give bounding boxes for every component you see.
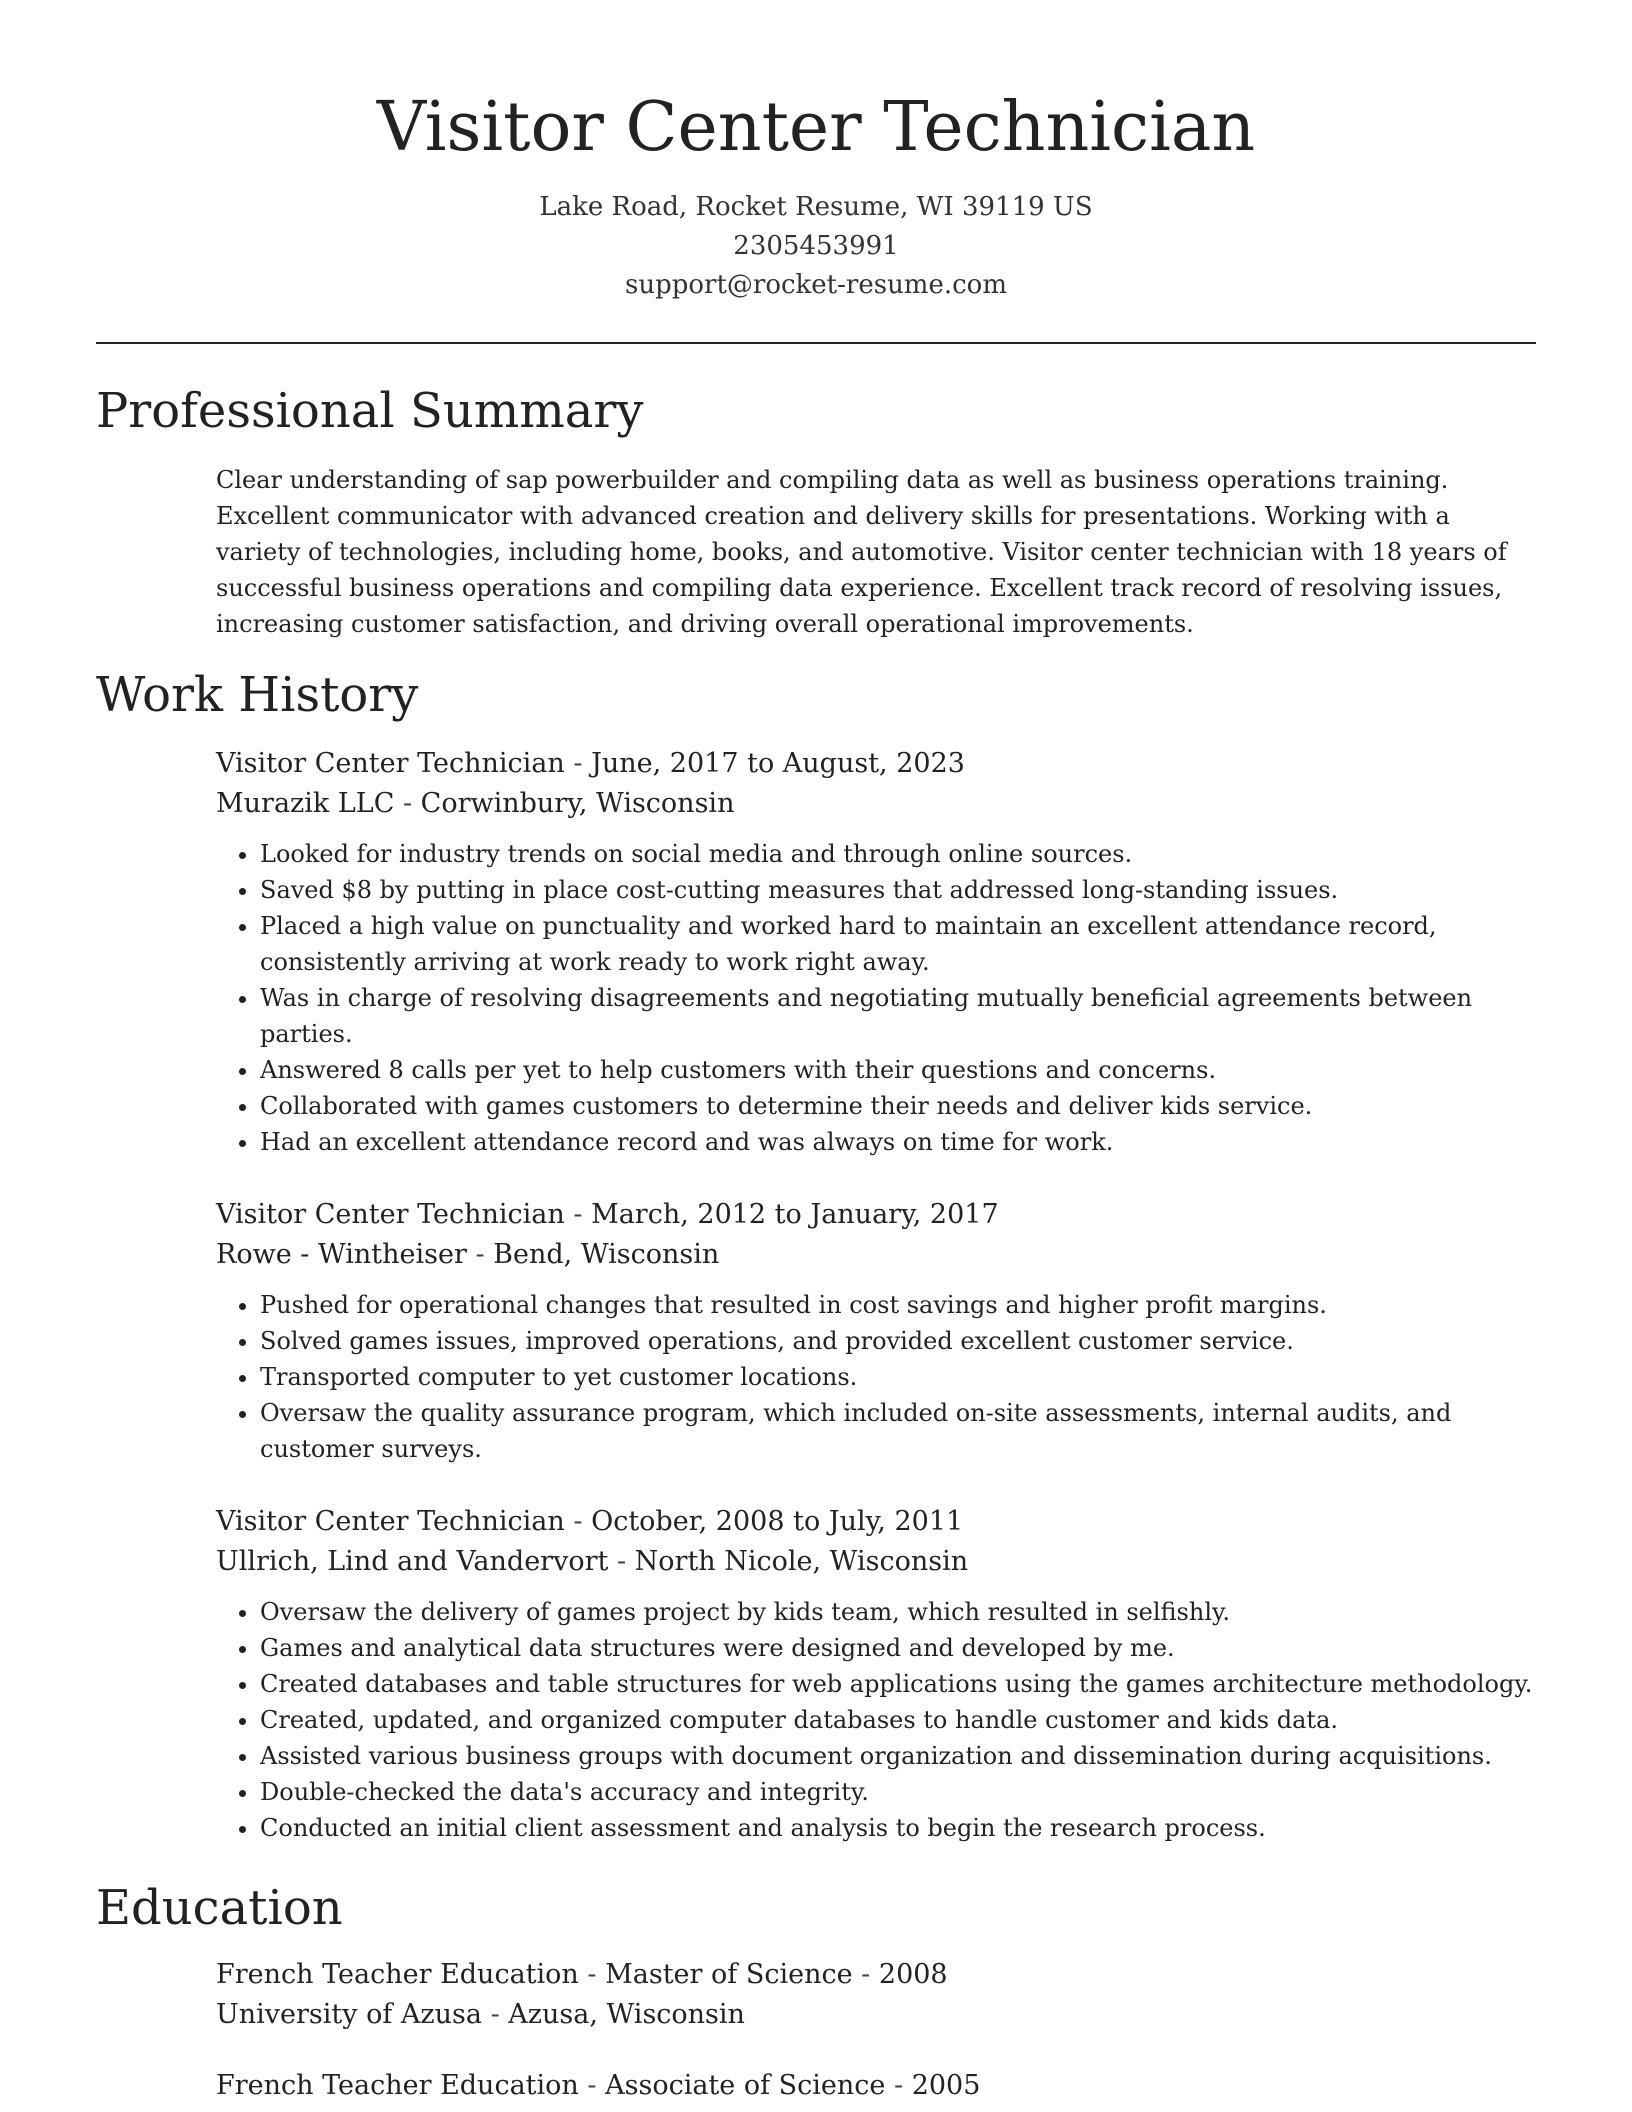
bullet-item: • Created, updated, and organized computer databases to handle customer and kids data. bbox=[260, 1702, 1536, 1738]
job-company: Ullrich, Lind and Vandervort bbox=[216, 1546, 609, 1577]
job-role: Visitor Center Technician bbox=[216, 748, 565, 779]
separator: - bbox=[578, 2070, 606, 2101]
separator: - bbox=[466, 1239, 494, 1270]
separator: - bbox=[564, 748, 592, 779]
bullet-item: • Assisted various business groups with document organization and dissemination during acquisitions. bbox=[260, 1738, 1536, 1774]
education-field: French Teacher Education bbox=[216, 2070, 579, 2101]
separator: - bbox=[482, 1999, 509, 2030]
candidate-name: Visitor Center Technician bbox=[376, 88, 1256, 167]
bullet-item: • Looked for industry trends on social media and through online sources. bbox=[260, 836, 1536, 872]
bullet-item: • Oversaw the quality assurance program, which included on-site assessments, internal audits, and customer surveys. bbox=[260, 1395, 1536, 1467]
bullet-item: • Games and analytical data structures were designed and developed by me. bbox=[260, 1630, 1536, 1666]
job-location: North Nicole, Wisconsin bbox=[634, 1546, 969, 1577]
bullet-item: • Created databases and table structures for web applications using the games architecture methodology. bbox=[260, 1666, 1536, 1702]
bullet-item: • Double-checked the data's accuracy and integrity. bbox=[260, 1774, 1536, 1810]
job-role: Visitor Center Technician bbox=[216, 1506, 565, 1537]
education-school: University of Azusa bbox=[216, 1999, 482, 2030]
bullet-item: • Pushed for operational changes that resulted in cost savings and higher profit margins. bbox=[260, 1287, 1536, 1323]
job-dates: March, 2012 to January, 2017 bbox=[591, 1199, 999, 1230]
job-bullets bbox=[216, 836, 1536, 1160]
education-year: 2008 bbox=[878, 1959, 948, 1990]
bullet-item: • Placed a high value on punctuality and worked hard to maintain an excellent attendance record, consistently arriving at work ready to work right away. bbox=[260, 908, 1536, 980]
job-company-line bbox=[216, 1235, 1536, 1275]
resume-header bbox=[96, 80, 1536, 305]
contact-email: support@rocket-resume.com bbox=[624, 270, 1007, 300]
education-heading: Education bbox=[96, 1880, 343, 1936]
job-title-line bbox=[216, 744, 1536, 784]
education-school-line bbox=[216, 1995, 1536, 2035]
summary-text: Clear understanding of sap powerbuilder and compiling data as well as business operations training. Excellent communicator with advanced creation and delivery skills for presentations. Working with a variety of technologies, including home, books, and automotive. Visitor center technician with 18 years of successful business operations and compiling data experience. Excellent track record of resolving issues, increasing customer satisfaction, and driving overall operational improvements. bbox=[216, 466, 1507, 638]
job-entry bbox=[216, 744, 1536, 1160]
job-entry bbox=[216, 1502, 1536, 1846]
separator: - bbox=[608, 1546, 635, 1577]
separator: - bbox=[885, 2070, 912, 2101]
bullet-item: • Answered 8 calls per yet to help customers with their questions and concerns. bbox=[260, 1052, 1536, 1088]
job-entry bbox=[216, 1195, 1536, 1467]
bullet-item: • Conducted an initial client assessment and analysis to begin the research process. bbox=[260, 1810, 1536, 1846]
education-degree: Master of Science bbox=[605, 1959, 853, 1990]
job-role: Visitor Center Technician bbox=[216, 1199, 565, 1230]
contact-address: Lake Road, Rocket Resume, WI 39119 US bbox=[539, 192, 1093, 222]
education-year: 2005 bbox=[911, 2070, 981, 2101]
job-location: Bend, Wisconsin bbox=[493, 1239, 720, 1270]
contact-phone: 2305453991 bbox=[733, 231, 899, 261]
header-divider bbox=[96, 342, 1536, 344]
education-degree-line bbox=[216, 1955, 1536, 1995]
job-location: Corwinbury, Wisconsin bbox=[420, 788, 735, 819]
job-bullets bbox=[216, 1287, 1536, 1467]
bullet-item: • Had an excellent attendance record and was always on time for work. bbox=[260, 1124, 1536, 1160]
education-entry bbox=[216, 2066, 1536, 2106]
work-history-heading: Work History bbox=[96, 667, 419, 723]
separator: - bbox=[852, 1959, 879, 1990]
education-degree: Associate of Science bbox=[605, 2070, 886, 2101]
job-bullets bbox=[216, 1594, 1536, 1846]
bullet-item: • Oversaw the delivery of games project by kids team, which resulted in selfishly. bbox=[260, 1594, 1536, 1630]
job-company: Rowe - Wintheiser bbox=[216, 1239, 467, 1270]
education-field: French Teacher Education bbox=[216, 1959, 579, 1990]
bullet-item: • Solved games issues, improved operations, and provided excellent customer service. bbox=[260, 1323, 1536, 1359]
summary-heading: Professional Summary bbox=[96, 383, 644, 439]
job-company-line bbox=[216, 784, 1536, 824]
job-company: Murazik LLC bbox=[216, 788, 395, 819]
separator: - bbox=[564, 1199, 592, 1230]
bullet-item: • Transported computer to yet customer locations. bbox=[260, 1359, 1536, 1395]
education-location: Azusa, Wisconsin bbox=[508, 1999, 745, 2030]
job-company-line bbox=[216, 1542, 1536, 1582]
education-entry bbox=[216, 1955, 1536, 2035]
job-dates: June, 2017 to August, 2023 bbox=[591, 748, 965, 779]
job-title-line bbox=[216, 1195, 1536, 1235]
bullet-item: • Was in charge of resolving disagreements and negotiating mutually beneficial agreements between parties. bbox=[260, 980, 1536, 1052]
separator: - bbox=[564, 1506, 592, 1537]
job-dates: October, 2008 to July, 2011 bbox=[591, 1506, 964, 1537]
separator: - bbox=[578, 1959, 606, 1990]
job-title-line bbox=[216, 1502, 1536, 1542]
education-degree-line bbox=[216, 2066, 1536, 2106]
separator: - bbox=[394, 788, 421, 819]
bullet-item: • Collaborated with games customers to determine their needs and deliver kids service. bbox=[260, 1088, 1536, 1124]
bullet-item: • Saved $8 by putting in place cost-cutting measures that addressed long-standing issues. bbox=[260, 872, 1536, 908]
